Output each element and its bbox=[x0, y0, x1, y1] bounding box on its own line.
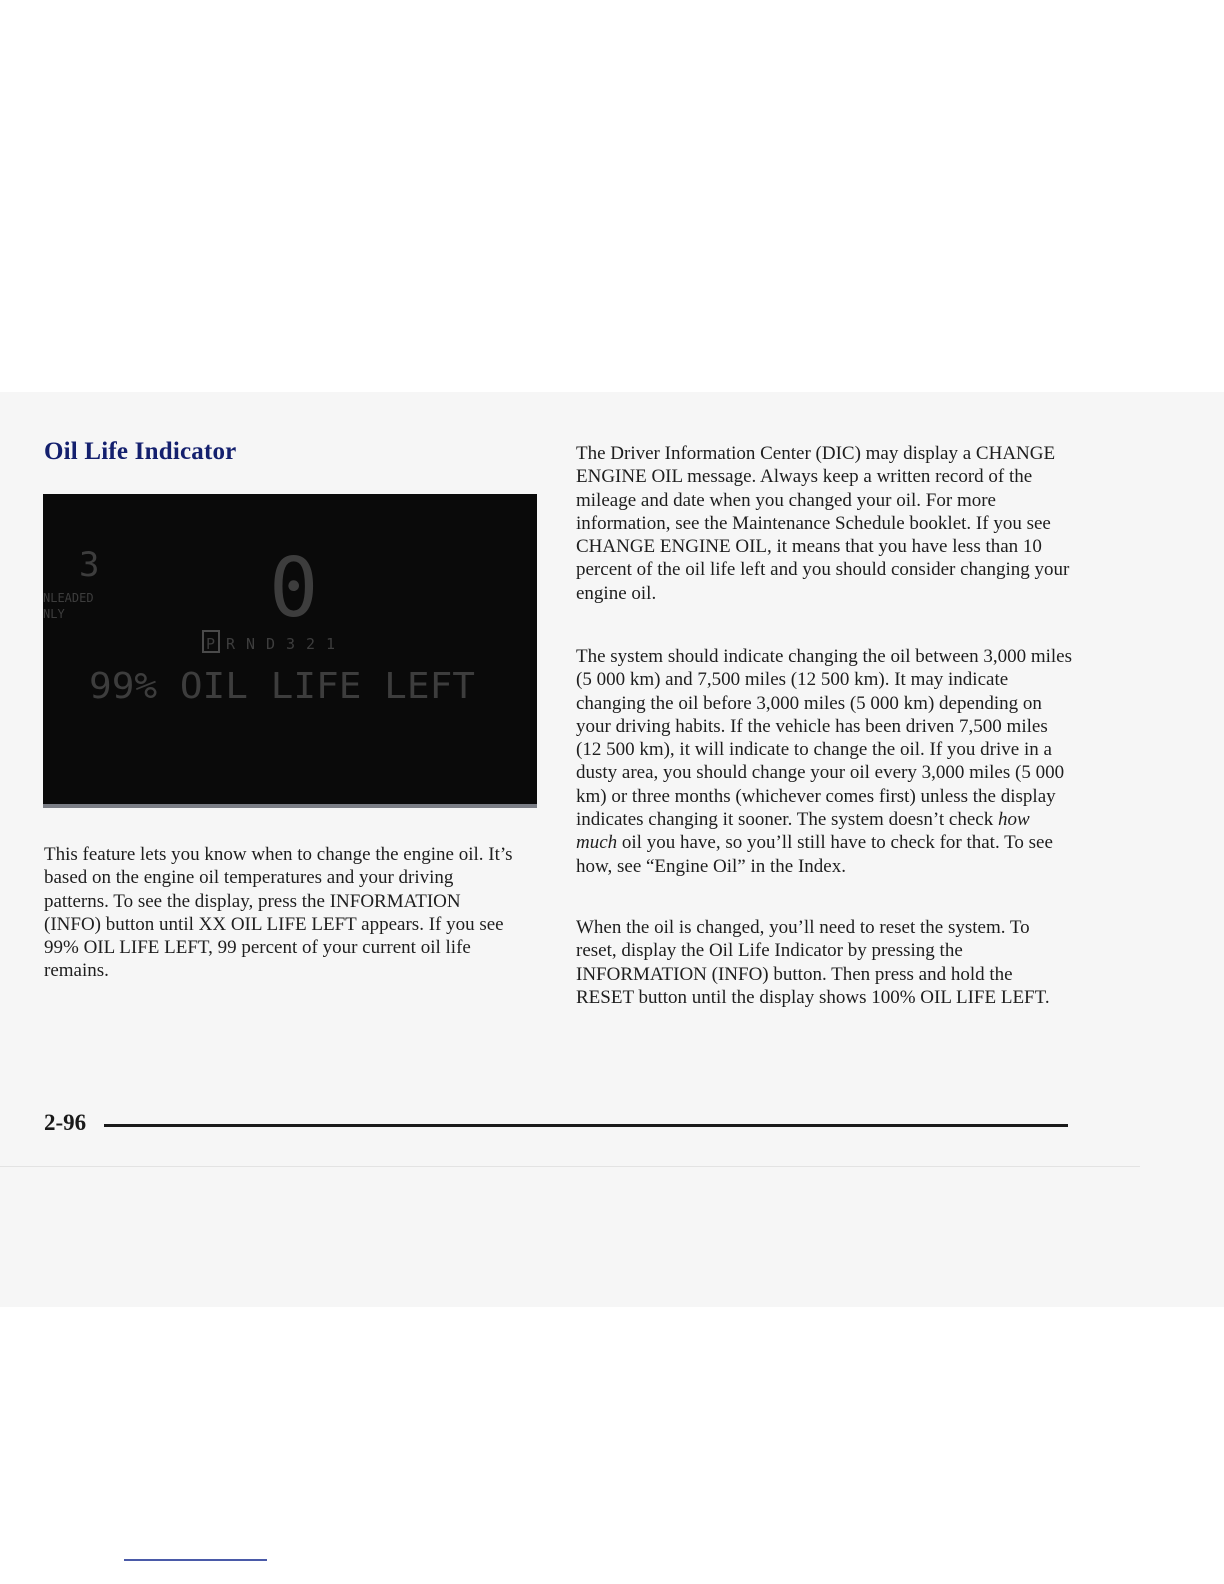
page-number: 2-96 bbox=[44, 1110, 87, 1135]
gear-indicator: 3 bbox=[79, 545, 100, 585]
right-paragraph-2 bbox=[576, 645, 1074, 878]
paragraph2-emphasis: how much bbox=[576, 809, 1030, 854]
prndl-item: R bbox=[226, 635, 236, 653]
speed-digit: 0 bbox=[269, 541, 319, 636]
oil-life-message: 99% OIL LIFE LEFT bbox=[89, 666, 475, 707]
paragraph2-text-before: The system should indicate changing the oil between 3,000 miles (5 000 km) and 7,500 miles (12 500 km). It may indicate changing the oil before 3,000 miles (5 000 km) depending on your driving habits. If the vehicle has been driven 7,500 miles (12 500 km), it will indicate to change the oil. If you drive in a dusty area, you should change your oil every 3,000 miles (5 000 km) or three months (whichever comes first) unless the display indicates changing it sooner. The system doesn’t check bbox=[576, 646, 1073, 831]
section-title: Oil Life Indicator bbox=[44, 438, 237, 465]
paragraph2-text-after: oil you have, so you’ll still have to check for that. To see how, see “Engine Oil” in the Index. bbox=[576, 832, 1053, 877]
dic-display-graphic bbox=[43, 494, 537, 804]
bottom-link-underline bbox=[124, 1559, 267, 1561]
prndl-item: 2 bbox=[306, 635, 316, 653]
footer-rule bbox=[104, 1124, 1068, 1127]
prndl-item: D bbox=[266, 635, 276, 653]
left-paragraph: This feature lets you know when to change the engine oil. It’s based on the engine oil temperatures and your driving patterns. To see the display, press the INFORMATION (INFO) button until XX OIL LIFE LEFT appears. If you see 99% OIL LIFE LEFT, 99 percent of your current oil life remains. bbox=[44, 844, 513, 982]
prndl-item: 1 bbox=[326, 635, 336, 653]
fuel-label-line2: NLY bbox=[43, 607, 65, 621]
dic-display-photo bbox=[43, 494, 537, 808]
prndl-item: N bbox=[246, 635, 256, 653]
right-paragraph-1: The Driver Information Center (DIC) may display a CHANGE ENGINE OIL message. Always keep a written record of the mileage and date when you changed your oil. For more information, see the Maintenance Schedule booklet. If you see CHANGE ENGINE OIL, it means that you have less than 10 percent of the oil life left and you should consider changing your engine oil. bbox=[576, 443, 1070, 604]
scan-divider bbox=[0, 1166, 1140, 1167]
prndl-item: 3 bbox=[286, 635, 296, 653]
fuel-label-line1: NLEADED bbox=[43, 591, 94, 605]
right-paragraph-3: When the oil is changed, you’ll need to reset the system. To reset, display the Oil Life Indicator by pressing the INFORMATION (INFO) button. Then press and hold the RESET button until the display shows 100% OIL LIFE LEFT. bbox=[576, 917, 1050, 1008]
prndl-item: P bbox=[206, 635, 216, 653]
